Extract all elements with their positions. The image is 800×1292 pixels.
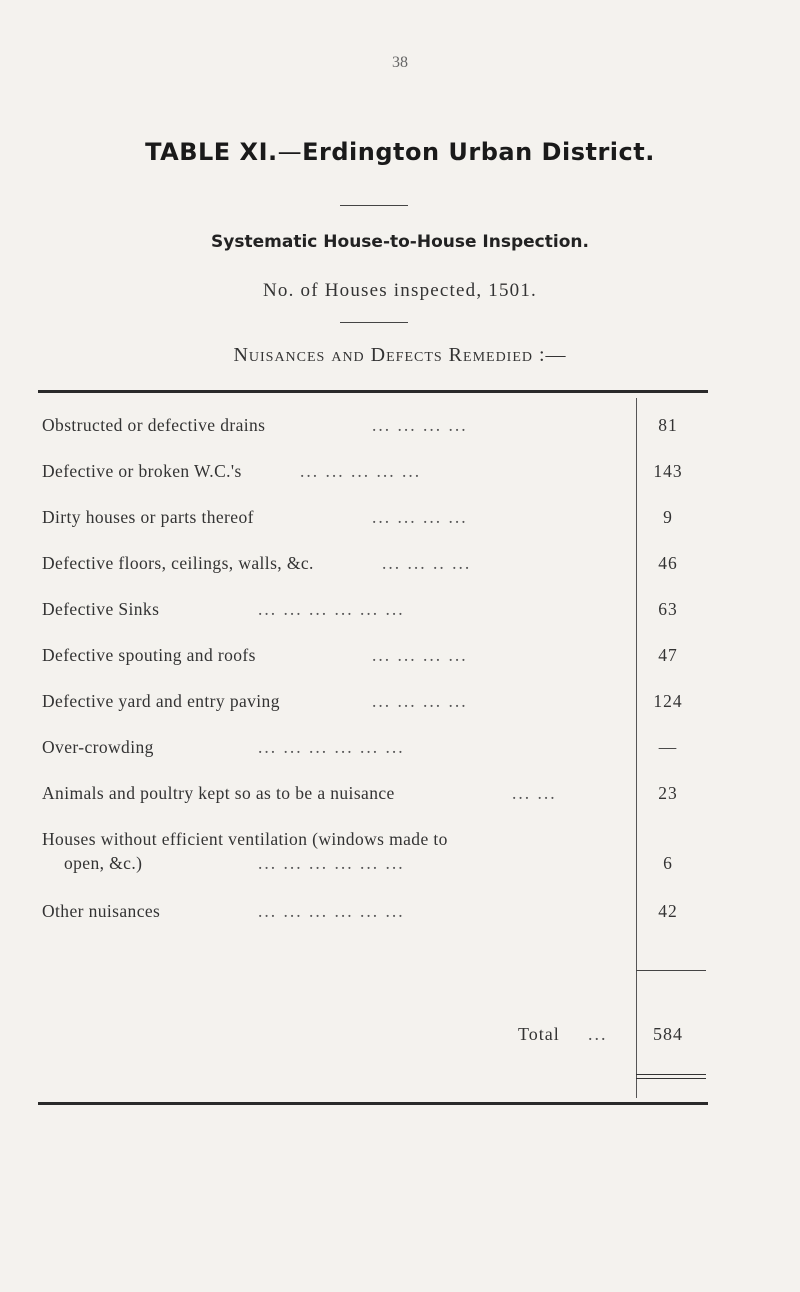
table-subtitle: Systematic House-to-House Inspection. — [211, 232, 589, 252]
row-value: 81 — [658, 415, 678, 435]
row-label: Animals and poultry kept so as to be a nuisance — [42, 783, 395, 803]
row-value: 23 — [658, 783, 678, 803]
leader-dots: ... ... — [512, 783, 557, 803]
leader-dots: ... ... ... ... ... — [300, 461, 422, 481]
row-label: Defective or broken W.C.'s — [42, 461, 242, 481]
district-name: Erdington Urban District. — [302, 138, 655, 166]
column-divider — [636, 398, 637, 1098]
title-dash: — — [277, 138, 303, 166]
leader-dots: ... ... ... ... ... ... — [258, 737, 405, 757]
total-label: Total — [518, 1024, 560, 1044]
table-bottom-rule — [38, 1102, 708, 1105]
row-value: 46 — [658, 553, 678, 573]
leader-dots: ... ... ... ... ... ... — [258, 599, 405, 619]
leader-dots: ... ... ... ... — [372, 645, 468, 665]
houses-inspected: No. of Houses inspected, 1501. — [263, 280, 537, 301]
row-value: 143 — [653, 461, 683, 481]
row-label: Other nuisances — [42, 901, 161, 921]
leader-dots: ... ... ... ... ... ... — [258, 901, 405, 921]
row-label: Defective yard and entry paving — [42, 691, 280, 711]
row-value: 6 — [663, 853, 673, 873]
leader-dots: ... ... ... ... — [372, 507, 468, 527]
row-label: Defective Sinks — [42, 599, 160, 619]
row-value: 42 — [658, 901, 678, 921]
leader-dots: ... — [588, 1024, 608, 1044]
total-value: 584 — [653, 1024, 683, 1044]
row-label-continuation: open, &c.) — [64, 853, 143, 873]
row-label: Over-crowding — [42, 737, 154, 757]
row-value: 47 — [658, 645, 678, 665]
row-label: Houses without efficient ventilation (windows made to — [42, 829, 448, 849]
divider-rule — [340, 322, 408, 323]
table-top-rule — [38, 390, 708, 393]
table-number: TABLE XI. — [145, 138, 278, 166]
leader-dots: ... ... .. ... — [382, 553, 472, 573]
section-heading: Nuisances and Defects Remedied :— — [233, 344, 567, 366]
page-number: 38 — [392, 54, 408, 71]
double-rule — [636, 1074, 706, 1079]
leader-dots: ... ... ... ... — [372, 691, 468, 711]
row-value: 63 — [658, 599, 678, 619]
row-label: Defective floors, ceilings, walls, &c. — [42, 553, 314, 573]
row-label: Defective spouting and roofs — [42, 645, 256, 665]
row-value: 124 — [653, 691, 683, 711]
table-title — [0, 138, 800, 166]
leader-dots: ... ... ... ... — [372, 415, 468, 435]
row-value: 9 — [663, 507, 673, 527]
row-label: Obstructed or defective drains — [42, 415, 266, 435]
sum-rule — [636, 970, 706, 971]
row-label: Dirty houses or parts thereof — [42, 507, 254, 527]
leader-dots: ... ... ... ... ... ... — [258, 853, 405, 873]
divider-rule — [340, 205, 408, 206]
row-value: — — [658, 737, 678, 757]
